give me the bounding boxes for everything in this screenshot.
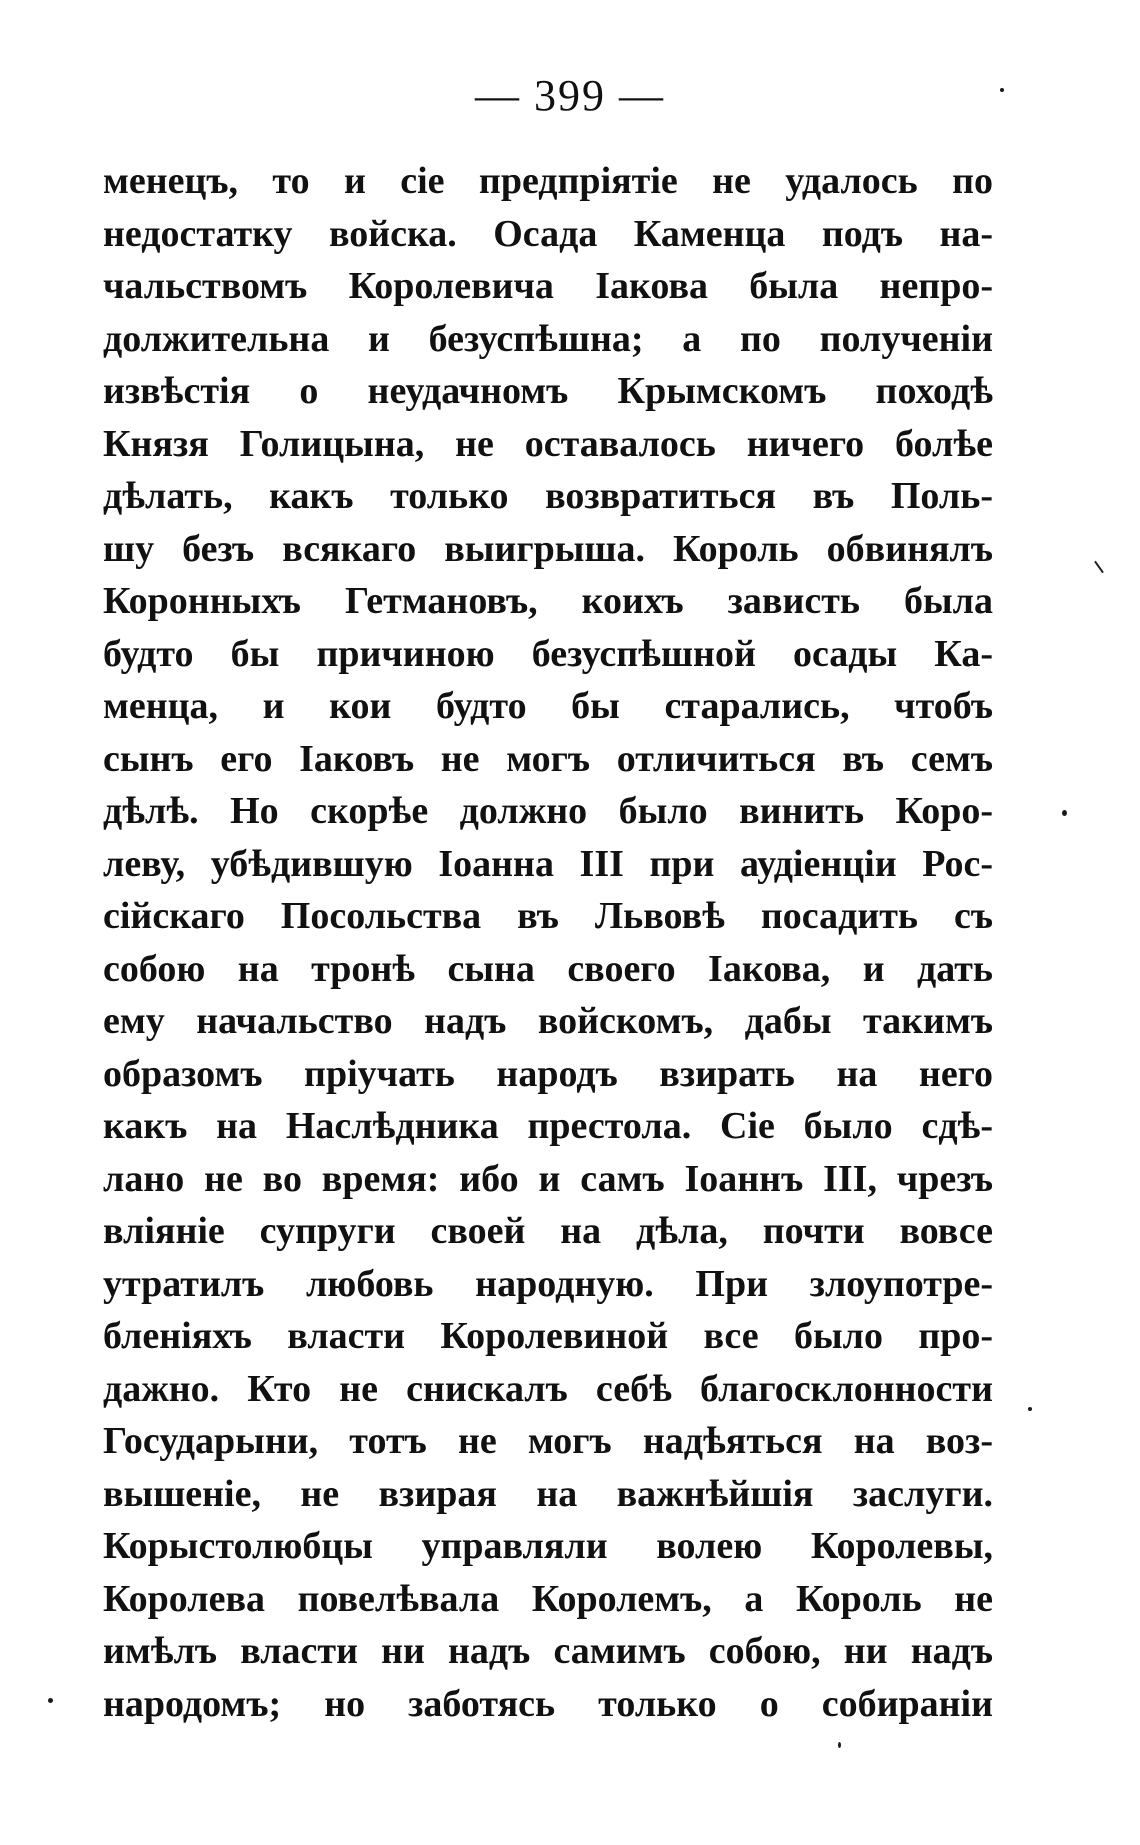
text-line: имѣлъ власти ни надъ самимъ собою, ни надъ — [103, 1630, 993, 1672]
scan-speck — [1062, 810, 1067, 816]
text-line: вышеніе, не взирая на важнѣйшія заслуги. — [103, 1472, 993, 1515]
scan-mark — [1094, 561, 1104, 574]
text-line: ему начальство надъ войскомъ, дабы такимъ — [103, 1000, 993, 1042]
page-number-header: — 399 — — [475, 71, 665, 120]
text-line: должительна и безуспѣшна; а по полученіи — [103, 317, 993, 360]
text-line: Королева повелѣвала Королемъ, а Король не — [103, 1577, 993, 1620]
text-line: Корыстолюбцы управляли волею Королевы, — [103, 1525, 993, 1567]
text-line: дѣлѣ. Но скорѣе должно было винить Коро- — [103, 790, 993, 832]
body-text — [103, 155, 993, 1730]
text-line: шу безъ всякаго выигрыша. Король обвинялъ — [103, 527, 993, 570]
text-line: чальствомъ Королевича Іакова была непро- — [103, 265, 993, 307]
text-line: менецъ, то и сіе предпріятіе не удалось по — [103, 160, 993, 202]
text-line: дѣлать, какъ только возвратиться въ Поль- — [103, 475, 993, 517]
text-line: будто бы причиною безуспѣшной осады Ка- — [103, 632, 993, 675]
text-line: бленіяхъ власти Королевиной все было про- — [103, 1315, 993, 1357]
text-line: леву, убѣдившую Іоанна III при аудіенціи Рос- — [103, 842, 993, 885]
text-line: недостатку войска. Осада Каменца подъ на- — [103, 212, 993, 255]
text-line: собою на тронѣ сына своего Іакова, и дать — [103, 947, 993, 990]
text-line: сынъ его Іаковъ не могъ отличиться въ семъ — [103, 737, 993, 780]
text-line: народомъ; но заботясь только о собираніи — [103, 1682, 993, 1725]
text-line: какъ на Наслѣдника престола. Сіе было сдѣ- — [103, 1105, 993, 1147]
text-line: образомъ пріучать народъ взирать на него — [103, 1052, 993, 1095]
scan-speck — [1028, 1407, 1032, 1411]
text-line: извѣстія о неудачномъ Крымскомъ походѣ — [103, 370, 993, 412]
text-line: Коронныхъ Гетмановъ, коихъ зависть была — [103, 580, 993, 622]
text-line: менца, и кои будто бы старались, чтобъ — [103, 685, 993, 727]
scan-speck — [838, 1742, 841, 1748]
text-line: лано не во время: ибо и самъ Іоаннъ III, чрезъ — [103, 1157, 993, 1200]
text-line: утратилъ любовь народную. При злоупотре- — [103, 1262, 993, 1305]
text-line: Государыни, тотъ не могъ надѣяться на воз- — [103, 1420, 993, 1462]
scan-speck — [1000, 88, 1004, 92]
scan-speck — [48, 1698, 53, 1703]
text-line: вліяніе супруги своей на дѣла, почти вовсе — [103, 1210, 993, 1252]
text-line: дажно. Кто не снискалъ себѣ благосклонности — [103, 1367, 993, 1410]
text-line: Князя Голицына, не оставалось ничего болѣе — [103, 422, 993, 465]
text-line: сійскаго Посольства въ Львовѣ посадить съ — [103, 895, 993, 937]
